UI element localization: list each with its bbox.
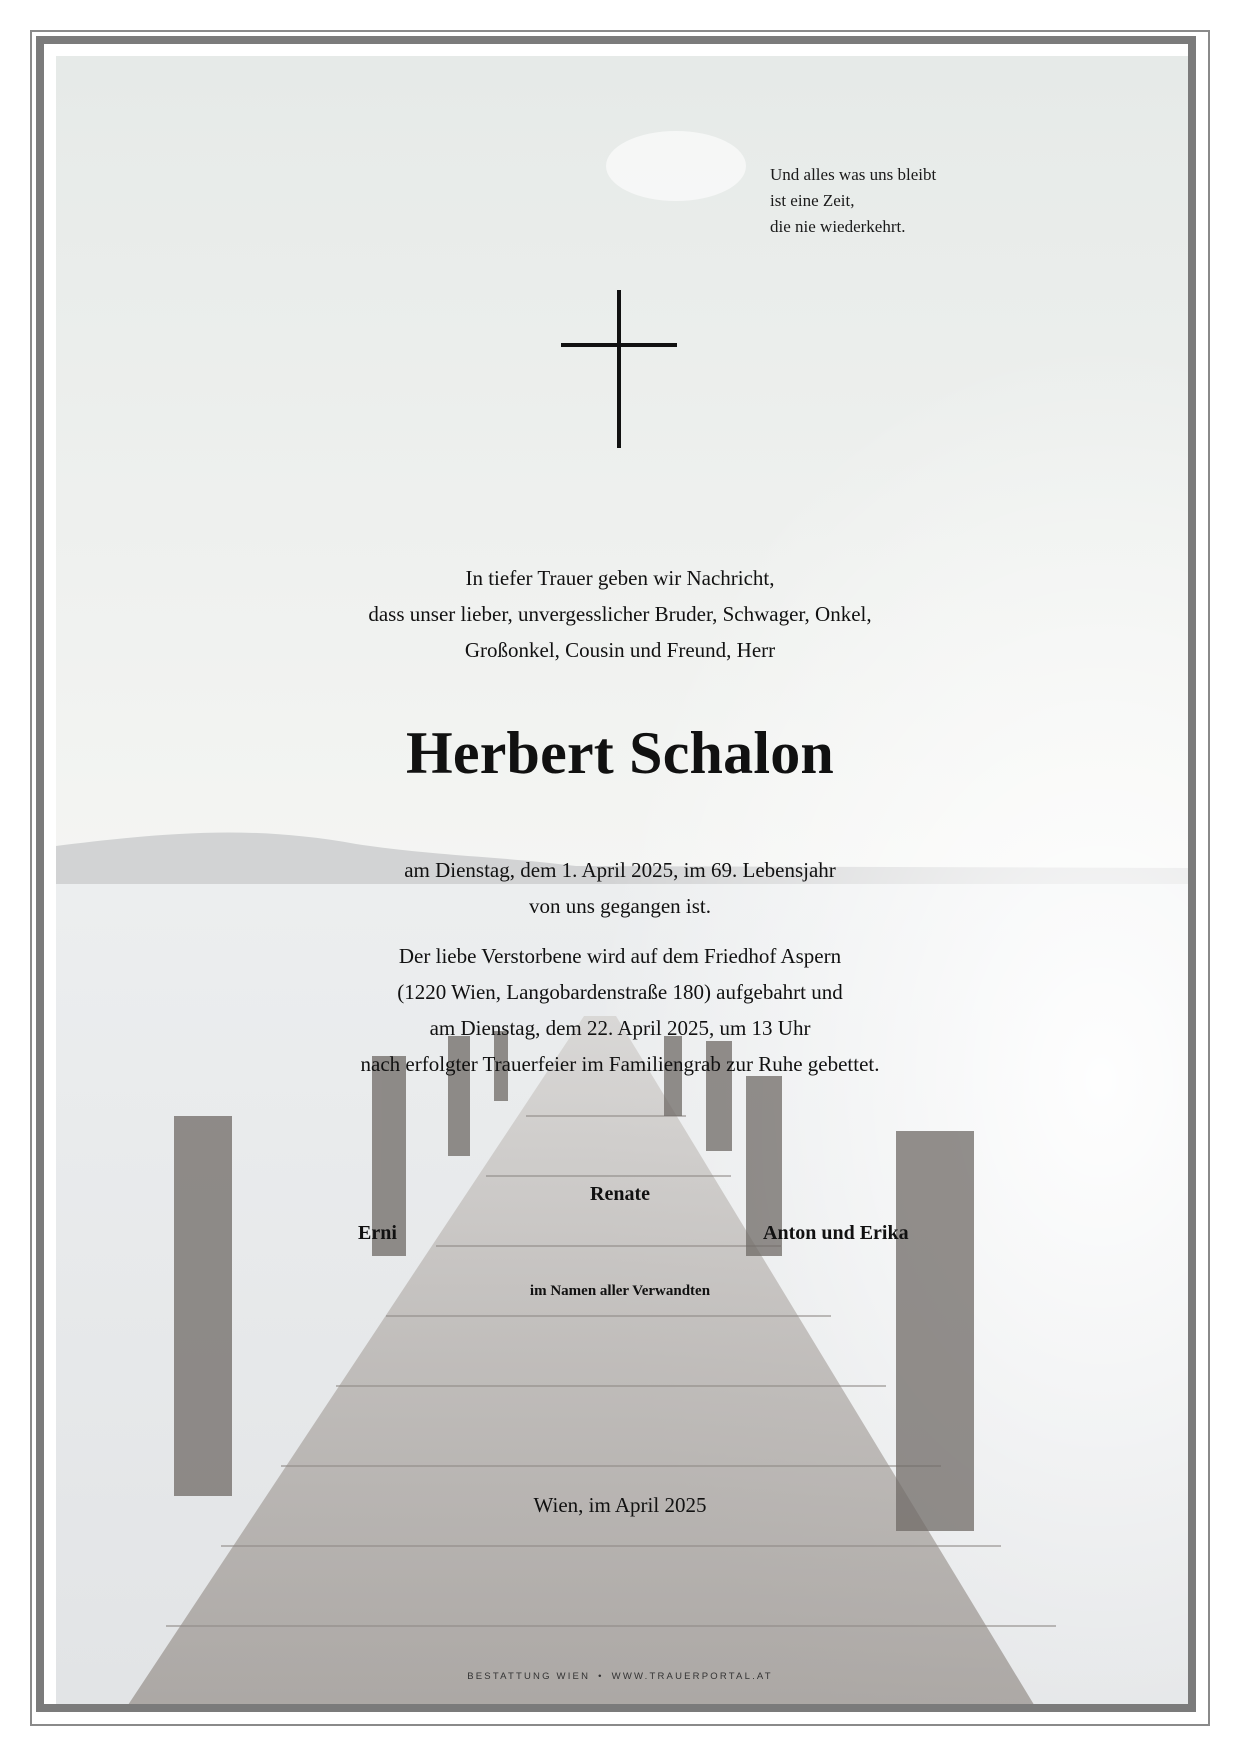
burial-line: Der liebe Verstorbene wird auf dem Friedhof Aspern xyxy=(398,944,842,968)
latin-cross-icon xyxy=(561,290,677,448)
cross-vertical-bar xyxy=(617,290,621,448)
relatives-line: im Namen aller Verwandten xyxy=(529,1283,711,1299)
intro-line: Großonkel, Cousin und Freund, Herr xyxy=(464,638,776,662)
footer-separator: • xyxy=(598,1671,604,1682)
mourner-name-center: Renate xyxy=(590,1183,650,1205)
death-line: von uns gegangen ist. xyxy=(529,894,711,918)
deceased-name: Herbert Schalon xyxy=(406,720,834,786)
death-notice xyxy=(0,852,1240,924)
burial-line: nach erfolgter Trauerfeier im Familiengrab zur Ruhe gebettet. xyxy=(360,1052,880,1076)
intro-line: dass unser lieber, unvergesslicher Bruder, Schwager, Onkel, xyxy=(368,602,872,626)
quote-line: ist eine Zeit, xyxy=(770,191,855,210)
footer-company: BESTATTUNG WIEN xyxy=(467,1671,591,1682)
death-line: am Dienstag, dem 1. April 2025, im 69. Lebensjahr xyxy=(404,858,836,882)
footer xyxy=(0,1671,1240,1682)
burial-line: (1220 Wien, Langobardenstraße 180) aufgebahrt und xyxy=(397,980,843,1004)
footer-website-link[interactable]: WWW.TRAUERPORTAL.AT xyxy=(611,1671,773,1682)
memorial-quote xyxy=(770,162,936,240)
place-and-date: Wien, im April 2025 xyxy=(533,1493,707,1517)
mourner-name-right: Anton und Erika xyxy=(763,1222,909,1244)
announcement-intro xyxy=(0,560,1240,668)
burial-notice xyxy=(0,938,1240,1082)
mourner-name-left: Erni xyxy=(358,1222,397,1244)
intro-line: In tiefer Trauer geben wir Nachricht, xyxy=(465,566,775,590)
quote-line: die nie wiederkehrt. xyxy=(770,217,906,236)
cross-horizontal-bar xyxy=(561,343,677,347)
quote-line: Und alles was uns bleibt xyxy=(770,165,937,184)
burial-line: am Dienstag, dem 22. April 2025, um 13 Uhr xyxy=(429,1016,811,1040)
